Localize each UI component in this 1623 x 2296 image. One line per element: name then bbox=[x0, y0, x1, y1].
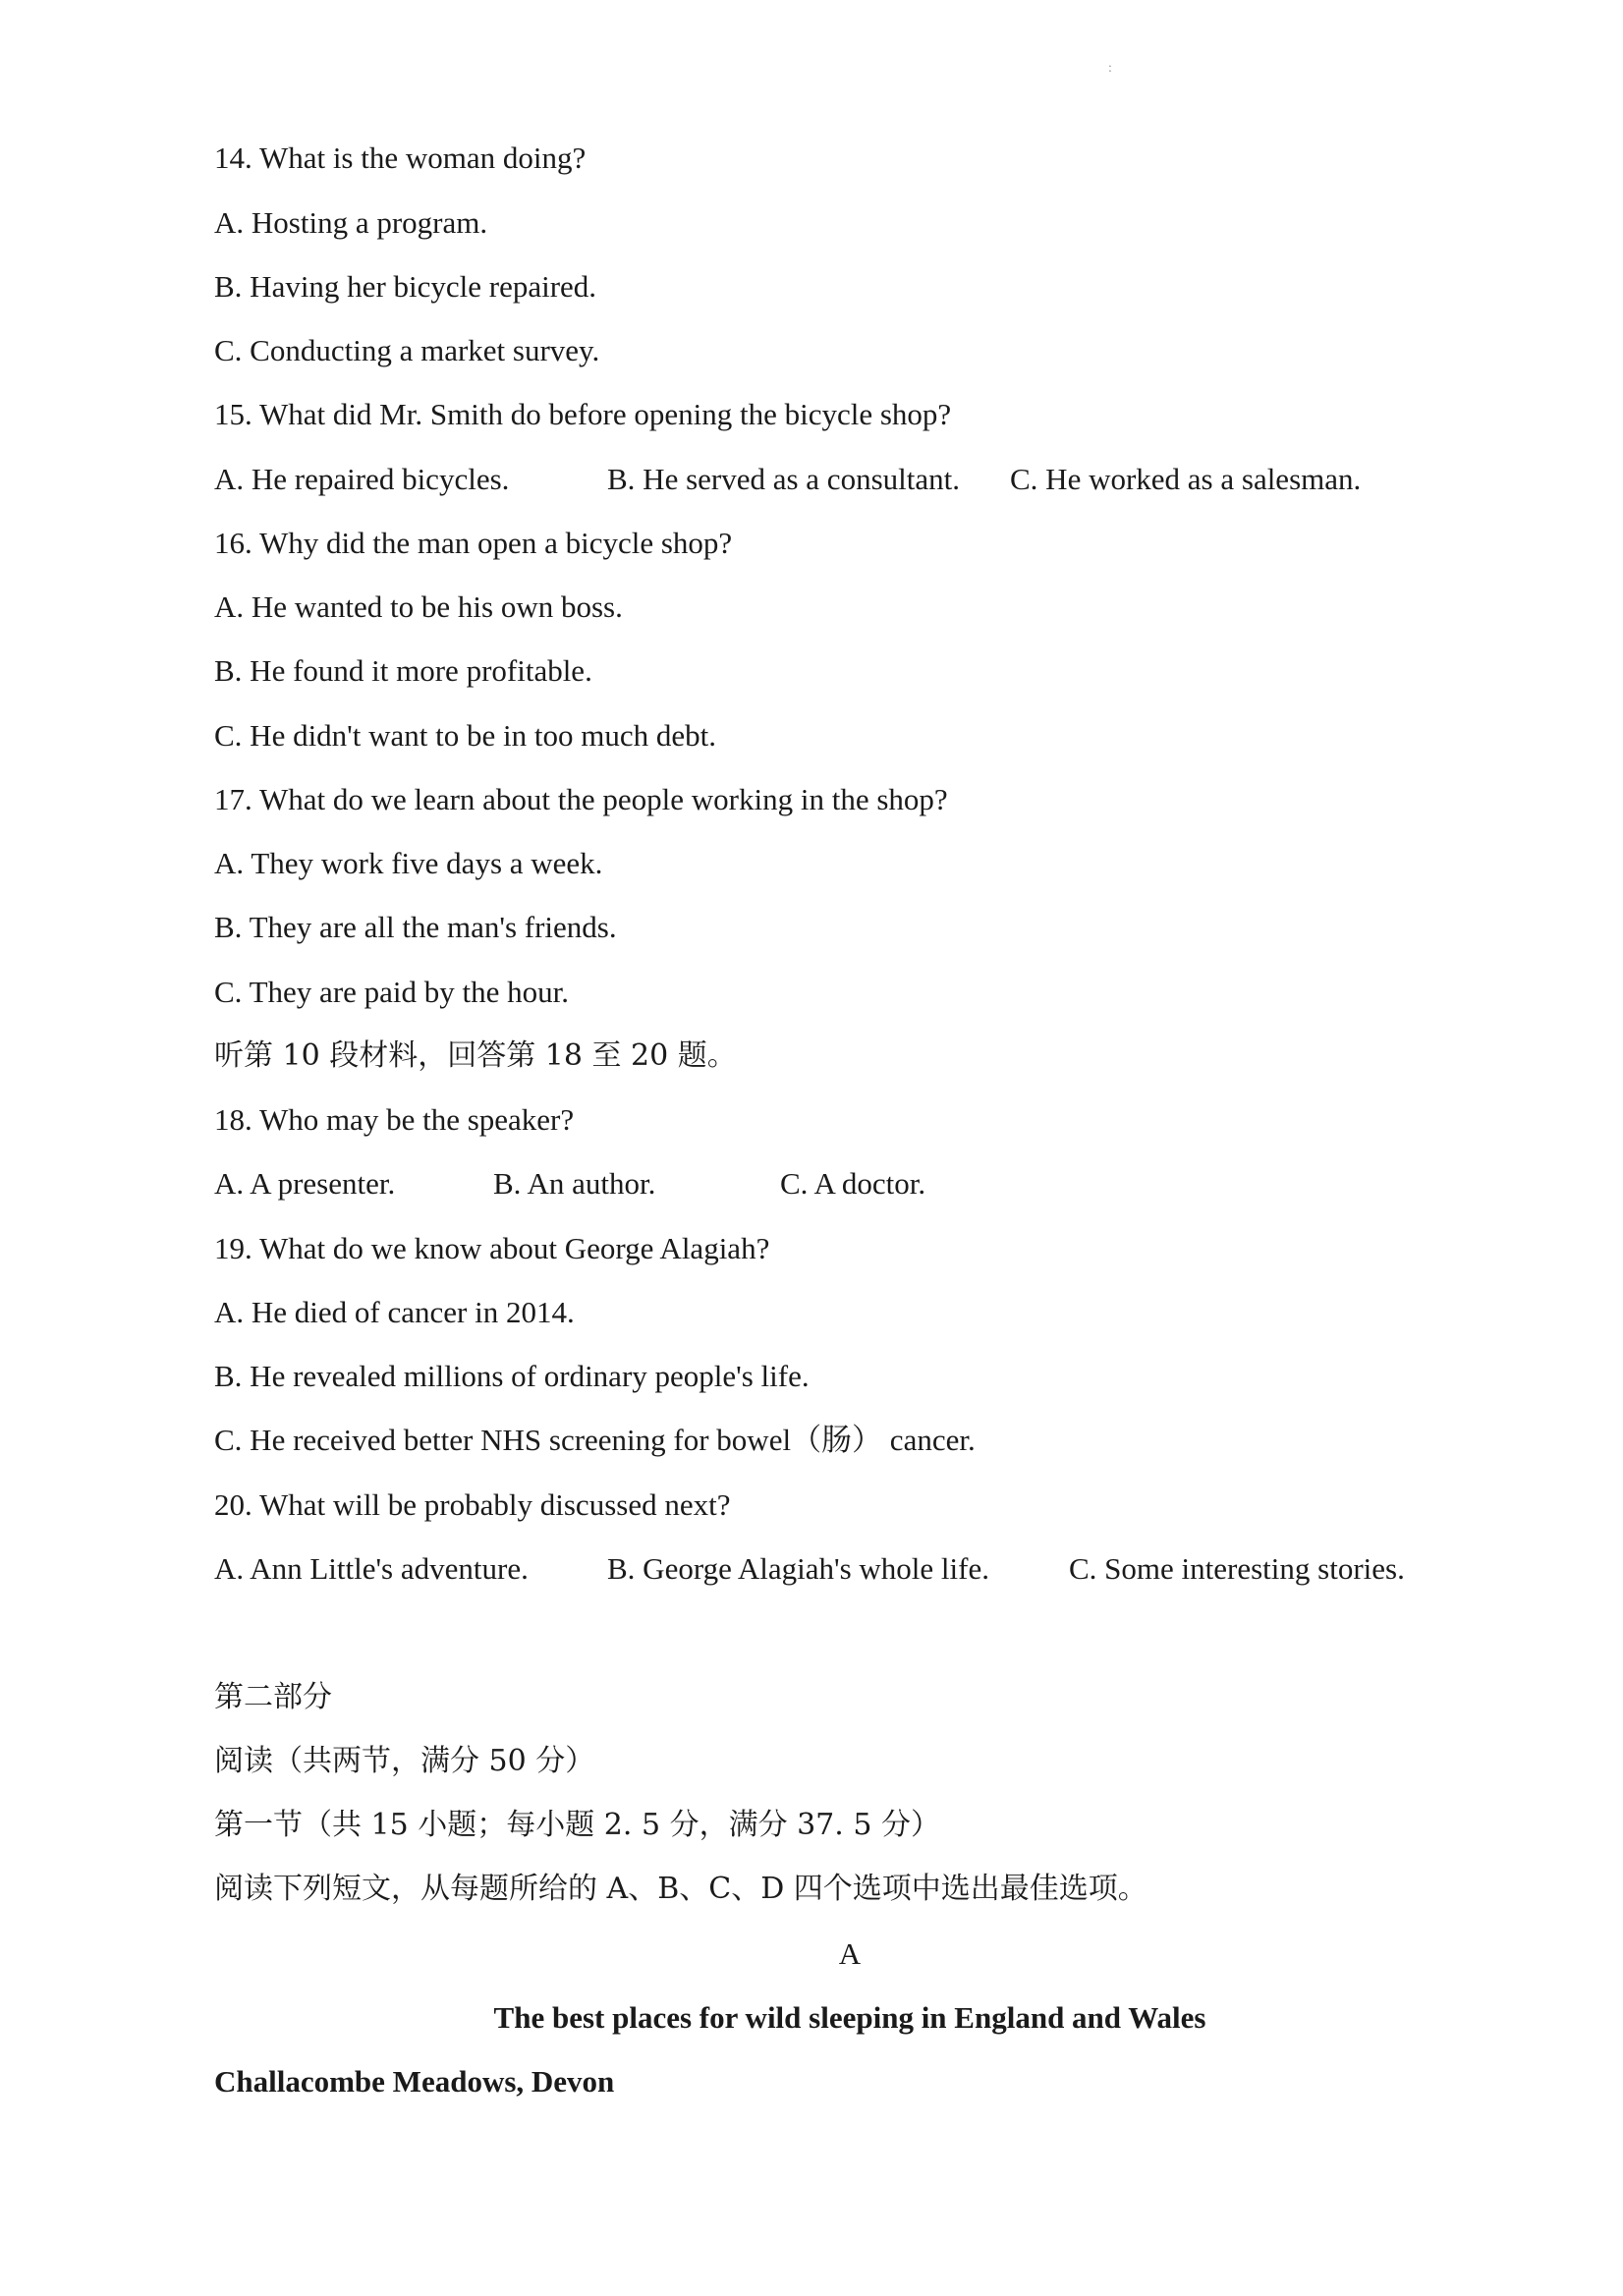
corner-mark: : bbox=[1108, 61, 1112, 76]
passage-subheading: Challacombe Meadows, Devon bbox=[214, 2064, 615, 2099]
question-20-option-b: B. George Alagiah's whole life. bbox=[607, 1551, 989, 1586]
question-16-stem: 16. Why did the man open a bicycle shop? bbox=[214, 526, 733, 560]
question-14-option-c: C. Conducting a market survey. bbox=[214, 333, 600, 367]
reading-instruction: 阅读下列短文，从每题所给的 A、B、C、D 四个选项中选出最佳选项。 bbox=[214, 1872, 1147, 1906]
question-16-option-c: C. He didn't want to be in too much debt. bbox=[214, 718, 716, 753]
question-20-stem: 20. What will be probably discussed next? bbox=[214, 1487, 731, 1522]
section-10-instruction: 听第 10 段材料，回答第 18 至 20 题。 bbox=[214, 1038, 737, 1073]
question-19-option-a: A. He died of cancer in 2014. bbox=[214, 1295, 575, 1329]
question-15-option-b: B. He served as a consultant. bbox=[607, 462, 960, 496]
question-15-option-a: A. He repaired bicycles. bbox=[214, 462, 510, 496]
question-19-stem: 19. What do we know about George Alagiah? bbox=[214, 1231, 770, 1265]
question-15-option-c: C. He worked as a salesman. bbox=[1010, 462, 1362, 496]
question-17-option-a: A. They work five days a week. bbox=[214, 846, 603, 880]
reading-section-heading: 阅读（共两节，满分 50 分） bbox=[214, 1744, 595, 1778]
question-20-option-a: A. Ann Little's adventure. bbox=[214, 1551, 529, 1586]
question-19-option-c: C. He received better NHS screening for bowel（肠） cancer. bbox=[214, 1423, 976, 1457]
passage-title: The best places for wild sleeping in England and Wales bbox=[493, 2000, 1206, 2035]
section-one-heading: 第一节（共 15 小题；每小题 2. 5 分，满分 37. 5 分） bbox=[214, 1808, 940, 1842]
question-18-option-c: C. A doctor. bbox=[780, 1166, 926, 1201]
question-17-stem: 17. What do we learn about the people working in the shop? bbox=[214, 782, 948, 816]
question-18-option-a: A. A presenter. bbox=[214, 1166, 396, 1201]
question-14-stem: 14. What is the woman doing? bbox=[214, 140, 587, 175]
question-16-option-b: B. He found it more profitable. bbox=[214, 653, 592, 688]
part-two-heading: 第二部分 bbox=[214, 1680, 332, 1714]
question-19-option-b: B. He revealed millions of ordinary people's life. bbox=[214, 1359, 810, 1393]
question-17-option-b: B. They are all the man's friends. bbox=[214, 910, 617, 944]
question-16-option-a: A. He wanted to be his own boss. bbox=[214, 589, 623, 624]
question-17-option-c: C. They are paid by the hour. bbox=[214, 975, 570, 1009]
question-14-option-a: A. Hosting a program. bbox=[214, 205, 488, 240]
passage-letter: A bbox=[838, 1936, 862, 1971]
question-20-option-c: C. Some interesting stories. bbox=[1069, 1551, 1405, 1586]
question-14-option-b: B. Having her bicycle repaired. bbox=[214, 269, 597, 304]
question-18-stem: 18. Who may be the speaker? bbox=[214, 1102, 575, 1137]
question-15-stem: 15. What did Mr. Smith do before opening the bicycle shop? bbox=[214, 397, 952, 431]
question-18-option-b: B. An author. bbox=[493, 1166, 656, 1201]
